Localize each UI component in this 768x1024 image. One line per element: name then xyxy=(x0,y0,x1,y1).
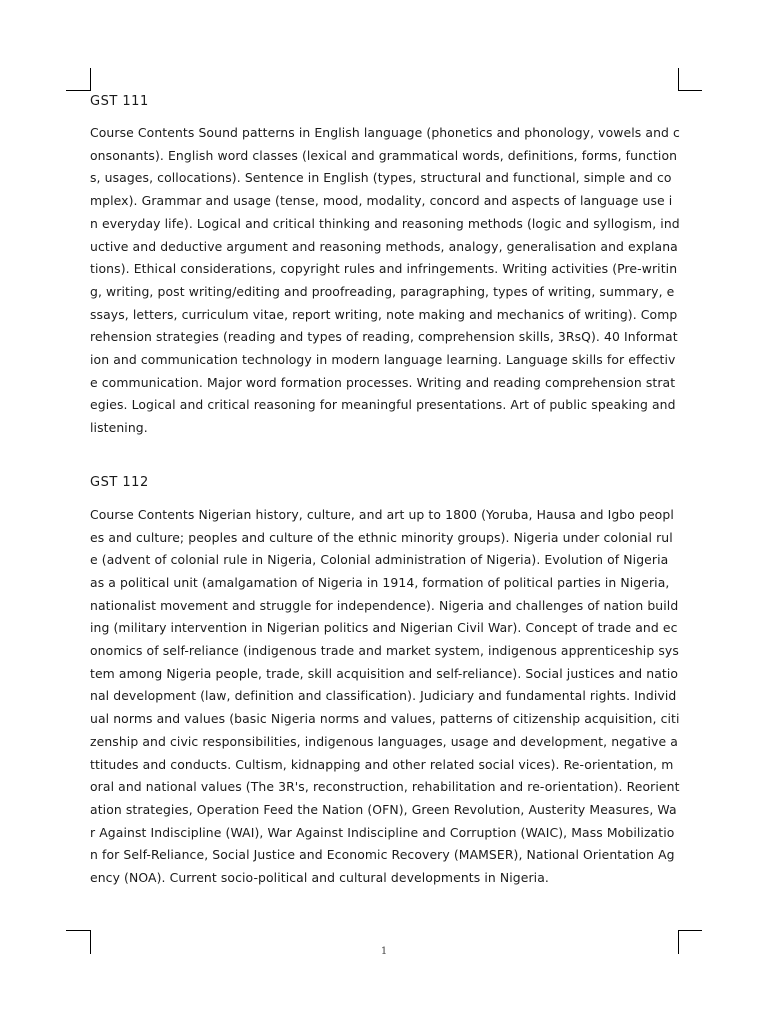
section-heading-gst112: GST 112 xyxy=(90,474,149,490)
page-number: 1 xyxy=(380,946,388,957)
section-body-gst112: Course Contents Nigerian history, culture, and art up to 1800 (Yoruba, Hausa and Igbo peoples and culture; peoples and culture of the ethnic minority groups). Nigeria under colonial rule (advent of colonial rule in Nigeria, Colonial administration of Nigeria). Evolution of Nigeria as a political unit (amalgamation of Nigeria in 1914, formation of political parties in Nigeria, nationalist movement and struggle for independence). Nigeria and challenges of nation building (military intervention in Nigerian politics and Nigerian Civil War). Concept of trade and economics of self-reliance (indigenous trade and market system, indigenous apprenticeship system among Nigeria people, trade, skill acquisition and self-reliance). Social justices and national development (law, definition and classification). Judiciary and fundamental rights. Individual norms and values (basic Nigeria norms and values, patterns of citizenship acquisition, citizenship and civic responsibilities, indigenous languages, usage and development, negative attitudes and conducts. Cultism, kidnapping and other related social vices). Re-orientation, moral and national values (The 3R's, reconstruction, rehabilitation and re-orientation). Reorientation strategies, Operation Feed the Nation (OFN), Green Revolution, Austerity Measures, War Against Indiscipline (WAI), War Against Indiscipline and Corruption (WAIC), Mass Mobilization for Self-Reliance, Social Justice and Economic Recovery (MAMSER), National Orientation Agency (NOA). Current socio-political and cultural developments in Nigeria. xyxy=(90,506,680,886)
section-body-gst111: Course Contents Sound patterns in English language (phonetics and phonology, vowels and consonants). English word classes (lexical and grammatical words, definitions, forms, functions, usages, collocations). Sentence in English (types, structural and functional, simple and complex). Grammar and usage (tense, mood, modality, concord and aspects of language use in everyday life). Logical and critical thinking and reasoning methods (logic and syllogism, inductive and deductive argument and reasoning methods, analogy, generalisation and explanations). Ethical considerations, copyright rules and infringements. Writing activities (Pre-writing, writing, post writing/editing and proofreading, paragraphing, types of writing, summary, essays, letters, curriculum vitae, report writing, note making and mechanics of writing). Comprehension strategies (reading and types of reading, comprehension skills, 3RsQ). 40 Information and communication technology in modern language learning. Language skills for effective communication. Major word formation processes. Writing and reading comprehension strategies. Logical and critical reasoning for meaningful presentations. Art of public speaking and listening. xyxy=(90,125,680,436)
section-heading-gst111: GST 111 xyxy=(90,94,149,109)
document-body xyxy=(90,92,680,890)
